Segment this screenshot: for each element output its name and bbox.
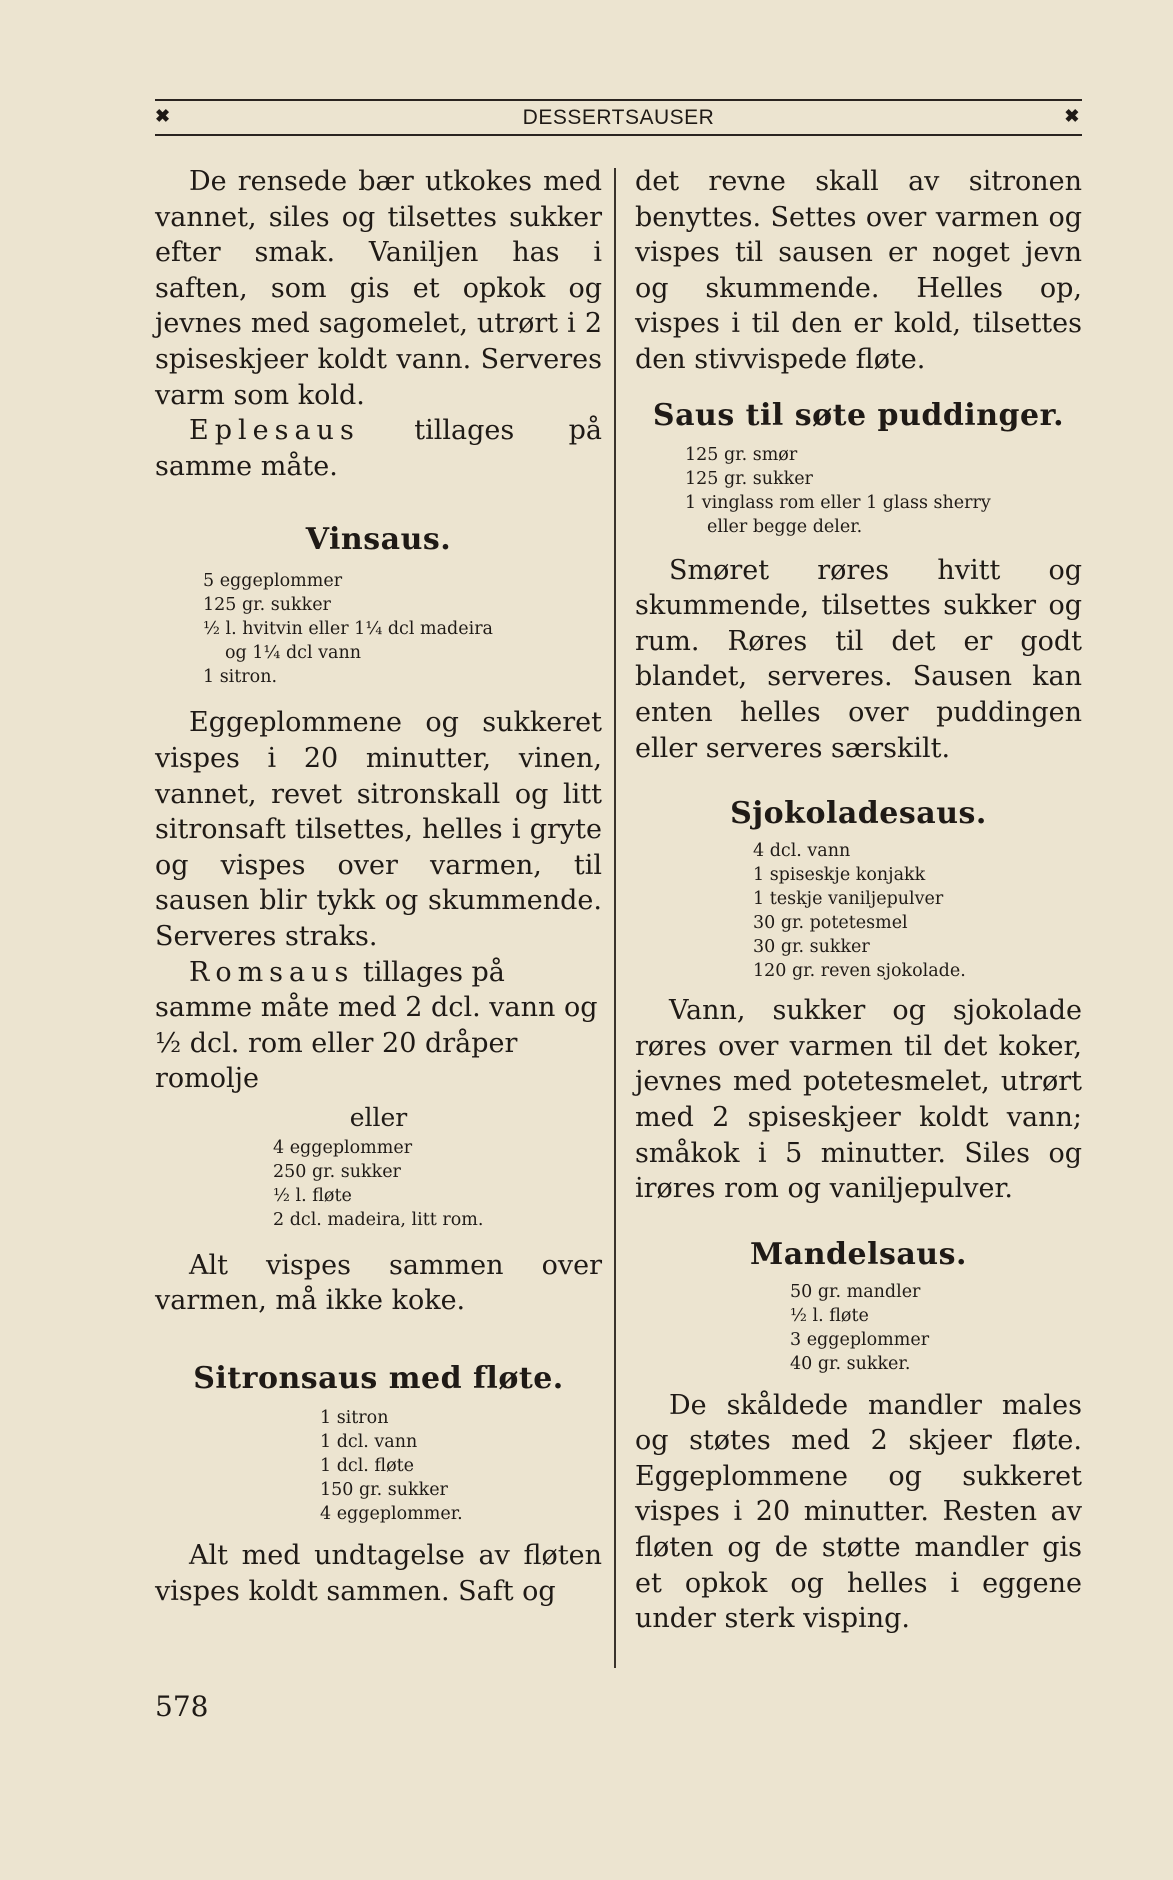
ingredient-item: 4 eggeplommer.	[320, 1504, 463, 1525]
ingredient-item: 4 eggeplommer	[273, 1137, 413, 1158]
ingredient-item: ½ l. fløte	[790, 1305, 869, 1326]
ingredient-item: 3 eggeplommer	[790, 1329, 930, 1350]
eplesaus-note	[155, 413, 602, 484]
sjokoladesaus-ingredients	[635, 839, 1082, 983]
ingredient-item: og 1¼ dcl vann	[225, 643, 361, 664]
ingredient-item: 125 gr. sukker	[203, 595, 331, 616]
romsaus-title: Romsaus	[189, 956, 355, 988]
right-column	[635, 164, 1082, 1637]
pudding-sauce-heading: Saus til søte puddinger.	[652, 397, 1065, 433]
ingredient-item: 1 dcl. fløte	[320, 1456, 415, 1477]
header-top-rule	[155, 99, 1082, 101]
ingredient-item: 1 sitron.	[203, 667, 278, 688]
eplesaus-text: tillages på samme måte.	[155, 415, 602, 482]
ingredient-item: 150 gr. sukker	[320, 1480, 448, 1501]
ornament-right-icon: ✖	[1064, 106, 1080, 126]
romsaus-note	[155, 955, 602, 1097]
running-head	[155, 104, 1082, 132]
header-bottom-rule	[155, 134, 1082, 136]
mandelsaus-instructions: De skåldede mandler males og støtes med 2 skjeer fløte. Eggeplommene og sukkeret vispes i 20 minutter. Resten av fløten og de støtte mandler gis et opkok og helles i eggene under sterk visping.	[635, 1389, 1082, 1635]
ingredient-item: 1 sitron	[320, 1408, 389, 1429]
sjokoladesaus-heading: Sjokoladesaus.	[730, 796, 987, 832]
ingredient-item: 120 gr. reven sjokolade.	[753, 961, 966, 982]
ingredient-item: 125 gr. smør	[685, 444, 798, 465]
ingredient-item: 4 dcl. vann	[753, 841, 851, 862]
pudding-sauce-ingredients	[635, 443, 1082, 539]
vinsaus-heading: Vinsaus.	[305, 522, 452, 558]
romsaus-ingredients	[155, 1136, 602, 1232]
ingredient-item: 250 gr. sukker	[273, 1161, 401, 1182]
ingredient-item: 30 gr. sukker	[753, 937, 870, 958]
sitronsaus-instructions: Alt med undtagelse av fløten vispes koldt sammen. Saft og	[155, 1540, 602, 1607]
ingredient-item: 1 vinglass rom eller 1 glass sherry	[685, 492, 991, 513]
ingredient-item: 1 teskje vaniljepulver	[753, 889, 944, 910]
ingredient-item: 125 gr. sukker	[685, 468, 813, 489]
romsaus-instructions: Alt vispes sammen over varmen, må ikke koke.	[155, 1249, 602, 1317]
sitronsaus-heading: Sitronsaus med fløte.	[193, 1361, 564, 1397]
eplesaus-title: Eplesaus	[189, 415, 360, 447]
sitronsaus-instructions-cont: det revne skall av sitronen benyttes. Settes over varmen og vispes til sausen er noget jevn og skummende. Helles op, vispes i til den er kold, tilsettes den stivvispede fløte.	[635, 166, 1082, 375]
berry-sauce-instructions: De rensede bær utkokes med vannet, siles og tilsettes sukker efter smak. Vaniljen has i saften, som gis et opkok og jevnes med sagomelet, utrørt i 2 spiseskjeer koldt vann. Serveres varm som kold.	[155, 166, 602, 411]
ingredient-item: 50 gr. mandler	[790, 1281, 921, 1302]
ingredient-item: ½ l. hvitvin eller 1¼ dcl madeira	[203, 619, 493, 640]
romsaus-text: tillages på samme måte med 2 dcl. vann og ½ dcl. rom eller 20 dråper romolje	[155, 956, 598, 1095]
alternative-separator: eller	[349, 1102, 408, 1132]
page-number: 578	[155, 1690, 209, 1723]
vinsaus-ingredients	[155, 569, 602, 689]
ingredient-item: 1 dcl. vann	[320, 1432, 418, 1453]
vinsaus-instructions: Eggeplommene og sukkeret vispes i 20 minutter, vinen, vannet, revet sitronskall og litt sitronsaft tilsettes, helles i gryte og vispes over varmen, til sausen blir tykk og skummende. Serveres straks.	[155, 707, 602, 952]
running-head-title: DESSERTSAUSER	[522, 106, 715, 129]
ornament-left-icon: ✖	[155, 106, 171, 126]
ingredient-item: ½ l. fløte	[273, 1185, 352, 1206]
ingredient-item: 2 dcl. madeira, litt rom.	[273, 1209, 484, 1230]
ingredient-item: 1 spiseskje konjakk	[753, 865, 926, 886]
pudding-sauce-instructions: Smøret røres hvitt og skummende, tilsettes sukker og rum. Røres til det er godt blandet, serveres. Sausen kan enten helles over puddingen eller serveres særskilt.	[635, 554, 1082, 764]
mandelsaus-ingredients	[635, 1280, 1082, 1376]
ingredient-item: 40 gr. sukker.	[790, 1353, 911, 1374]
sitronsaus-ingredients	[155, 1406, 602, 1526]
ingredient-item: eller begge deler.	[707, 516, 863, 537]
left-column	[155, 164, 602, 1609]
sjokoladesaus-instructions: Vann, sukker og sjokolade røres over varmen til det koker, jevnes med potetesmelet, utrørt med 2 spiseskjeer koldt vann; småkok i 5 minutter. Siles og irøres rom og vaniljepulver.	[635, 995, 1082, 1205]
column-divider	[614, 168, 616, 1668]
mandelsaus-heading: Mandelsaus.	[750, 1236, 967, 1272]
ingredient-item: 30 gr. potetesmel	[753, 913, 908, 934]
ingredient-item: 5 eggeplommer	[203, 571, 343, 592]
